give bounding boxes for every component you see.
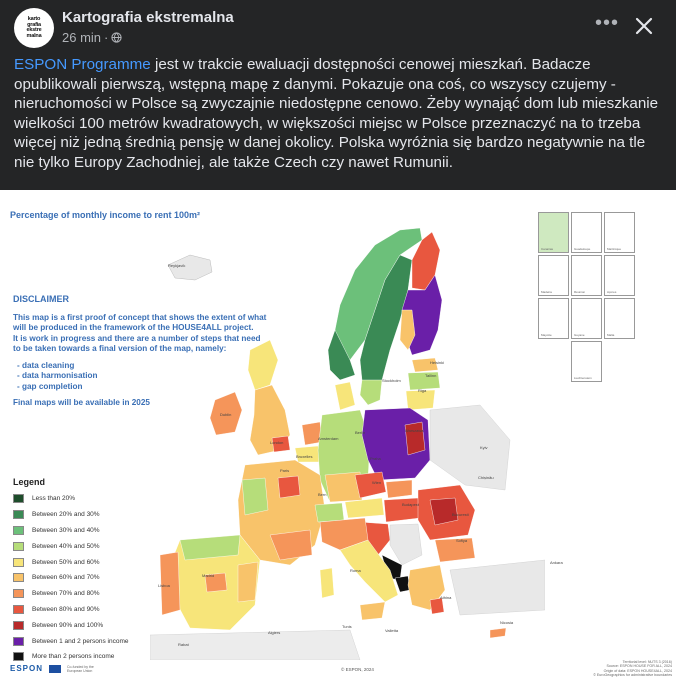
place-label: Tallinn: [425, 373, 437, 378]
place-label: Tunis: [342, 624, 352, 629]
region-france-west: [242, 478, 268, 515]
legend-label: Between 40% and 50%: [32, 542, 100, 550]
place-label: Athina: [440, 595, 452, 600]
avatar-text-line: karto: [27, 16, 41, 22]
place-label: Ankara: [550, 560, 563, 565]
place-label: Paris: [280, 468, 290, 473]
region-spain-east: [238, 562, 258, 602]
place-label: Kyiv: [480, 445, 488, 450]
legend-label: Between 90% and 100%: [32, 621, 104, 629]
place-label: Madrid: [202, 573, 215, 578]
inset-map: [571, 212, 602, 253]
place-label: Amsterdam: [318, 436, 339, 441]
legend-swatch: [13, 589, 24, 598]
place-label: Chișinău: [478, 475, 494, 480]
inset-label: Réunion: [574, 290, 586, 294]
inset-label: Liechtenstein: [574, 376, 592, 380]
region-montenegro: [395, 576, 410, 592]
legend-swatch: [13, 605, 24, 614]
legend-item: [13, 523, 213, 539]
region-sardinia: [320, 568, 334, 598]
eu-funding-text: Co-funded by the European Union: [67, 664, 94, 673]
legend-swatch: [13, 652, 24, 661]
legend-item: [13, 538, 213, 554]
region-belarus-ukraine: [430, 405, 510, 490]
region-switzerland: [315, 503, 344, 522]
legend-item: [13, 507, 213, 523]
map-copyright: © ESPON, 2024: [341, 667, 374, 672]
legend-item: [13, 617, 213, 633]
legend-swatch: [13, 494, 24, 503]
source-line: Origin of data: ESPON HOUSE4ALL, 2024: [603, 668, 672, 673]
place-label: Budapest: [402, 502, 419, 507]
legend-swatch: [13, 621, 24, 630]
legend-label: Between 1 and 2 persons income: [32, 637, 129, 645]
map-legend: [13, 477, 213, 665]
place-label: Bruxelles: [296, 454, 313, 459]
post-header: [0, 0, 676, 52]
page-avatar[interactable]: [14, 8, 54, 48]
region-poland-east: [405, 422, 425, 455]
source-line: © EuroGeographics for administrative boundaries: [593, 672, 672, 677]
close-icon[interactable]: [632, 14, 656, 38]
disclaimer-block: [13, 294, 268, 415]
espon-logo: [10, 664, 102, 673]
region-denmark: [335, 382, 355, 410]
legend-swatch: [13, 573, 24, 582]
disclaimer-final: Final maps will be available in 2025: [13, 398, 150, 407]
legend-label: Less than 20%: [32, 495, 76, 503]
legend-label: Between 30% and 40%: [32, 526, 100, 534]
legend-label: Between 70% and 80%: [32, 590, 100, 598]
region-cyprus: [490, 628, 506, 638]
place-label: Roma: [350, 568, 361, 573]
espon-wordmark: ESPON: [10, 664, 44, 673]
disclaimer-step: - data cleaning: [17, 360, 75, 370]
legend-item: [13, 491, 213, 507]
region-lithuania: [406, 390, 435, 410]
legend-label: Between 50% and 60%: [32, 558, 100, 566]
legend-item: [13, 586, 213, 602]
inset-label: Martinique: [607, 247, 622, 251]
region-bulgaria: [435, 538, 475, 562]
inset-map: [538, 255, 569, 296]
region-slovakia: [386, 480, 412, 498]
legend-swatch: [13, 637, 24, 646]
legend-label: Between 60% and 70%: [32, 574, 100, 582]
inset-label: Guadeloupe: [574, 247, 591, 251]
legend-label: Between 20% and 30%: [32, 511, 100, 519]
map-insets: [538, 212, 668, 390]
place-label: Stockholm: [382, 378, 401, 383]
map-source: [560, 660, 672, 677]
legend-swatch: [13, 526, 24, 535]
inset-label: Guyane: [574, 333, 585, 337]
meta-separator: ·: [104, 30, 109, 45]
region-turkey: [450, 560, 545, 615]
espon-programme-link[interactable]: ESPON Programme: [14, 56, 151, 73]
inset-map: [604, 212, 635, 253]
inset-map: [571, 255, 602, 296]
inset-label: Madeira: [541, 290, 552, 294]
globe-icon: [111, 32, 122, 43]
place-label: Algiers: [268, 630, 281, 635]
region-serbia: [390, 524, 422, 565]
legend-swatch: [13, 542, 24, 551]
region-austria: [345, 498, 384, 518]
inset-label: Malta: [607, 333, 615, 337]
inset-label: Canarias: [541, 247, 554, 251]
inset-map: [571, 341, 602, 382]
legend-title: Legend: [13, 477, 46, 487]
legend-item: [13, 554, 213, 570]
place-label: Riga: [418, 388, 427, 393]
inset-map: [604, 255, 635, 296]
legend-item: [13, 649, 213, 665]
post-meta: [62, 30, 122, 45]
inset-label: Açores: [607, 290, 617, 294]
inset-map: [538, 298, 569, 339]
avatar-text-line: malna: [26, 32, 42, 39]
map-image[interactable]: [0, 190, 676, 681]
post-body: jest w trakcie ewaluacji dostępności cenowej mieszkań. Badacze opublikowali pierwszą, wstępną mapę z danymi. Pokazuje ona coś, co wszyscy czujemy - nieruchomości w Polsce są zwyczajnie niedostępne cenowo. Żeby wynająć dom lub mieszkanie wielkości 100 metrów kwadratowych, w większości miejsc w Polsce przeznaczyć na to trzeba więcej niż jedną średnią pensję w danej okolicy. Polska wyróżnia się bardzo negatywnie na tle nie tylko Europy Zachodniej, ale także Czech czy nawet Rumunii.: [14, 56, 659, 171]
source-line: Source: ESPON HOUSE FOR ALL, 2024: [606, 664, 672, 669]
place-label: Warszawa: [405, 428, 424, 433]
legend-swatch: [13, 510, 24, 519]
legend-item: [13, 633, 213, 649]
place-label: Rabat: [178, 642, 189, 647]
region-italy: [340, 540, 398, 602]
disclaimer-step: - data harmonisation: [17, 371, 98, 380]
inset-label: Mayotte: [541, 333, 552, 337]
region-france-paris: [278, 476, 300, 498]
disclaimer-heading: DISCLAIMER: [13, 294, 69, 304]
place-label: London: [270, 440, 284, 445]
place-label: Praha: [370, 456, 381, 461]
legend-label: More than 2 persons income: [32, 653, 115, 661]
region-sicily: [360, 602, 385, 620]
place-label: Wien: [372, 480, 382, 485]
legend-item: [13, 570, 213, 586]
more-options-button[interactable]: •••: [594, 12, 619, 34]
map-title: Percentage of monthly income to rent 100m²: [10, 210, 201, 220]
region-sweden-south: [360, 380, 382, 405]
inset-map: [604, 298, 635, 339]
legend-item: [13, 602, 213, 618]
place-label: Berlin: [355, 430, 366, 435]
legend-label: Between 80% and 90%: [32, 605, 100, 613]
region-greece-attica: [430, 598, 444, 614]
place-label: Dublin: [220, 412, 232, 417]
post-text: [14, 55, 664, 172]
avatar-text-line: grafia: [27, 21, 41, 28]
region-czechia: [355, 472, 386, 498]
disclaimer-paragraph: It is work in progress and there are a number of steps that need to be taken towards a final version of the map, namely:: [13, 333, 261, 353]
place-label: Helsinki: [430, 360, 445, 365]
eu-flag-icon: [49, 665, 61, 673]
legend-swatch: [13, 558, 24, 567]
place-label: Valletta: [385, 628, 399, 633]
source-line: Territorial level: NUTS 3 (2016): [622, 660, 672, 664]
place-label: Nicosia: [500, 620, 514, 625]
place-label: Bucuresti: [452, 512, 469, 517]
disclaimer-step: - gap completion: [17, 381, 83, 391]
avatar-text-line: ekstre: [26, 27, 42, 33]
place-label: Reykjavík: [168, 263, 186, 268]
post-timestamp[interactable]: 26 min: [62, 30, 102, 45]
place-label: Lisboa: [158, 583, 170, 588]
disclaimer-paragraph: This map is a first proof of concept that shows the extent of what will be produced in the framework of the HOUSE4ALL project.: [13, 312, 267, 332]
place-label: Sofiya: [456, 538, 468, 543]
page-name-link[interactable]: Kartografia ekstremalna: [62, 9, 234, 26]
place-label: Bern: [318, 492, 327, 497]
inset-map: [571, 298, 602, 339]
inset-map: [538, 212, 569, 253]
